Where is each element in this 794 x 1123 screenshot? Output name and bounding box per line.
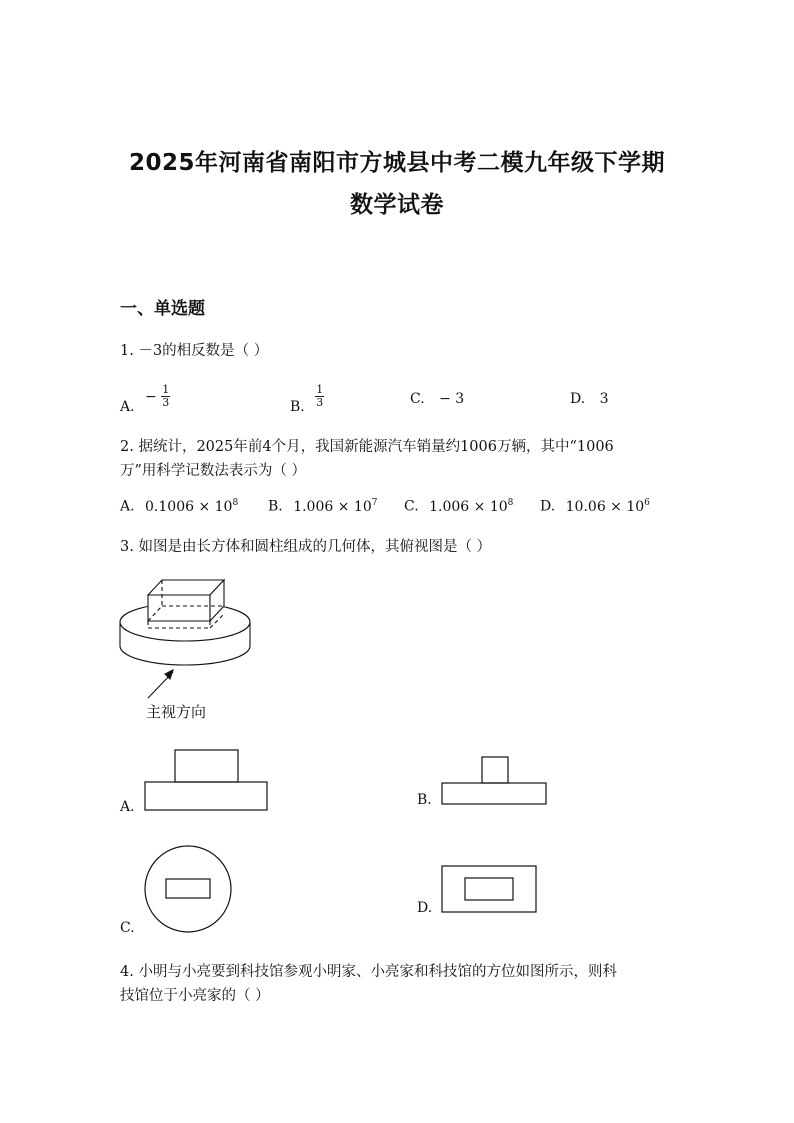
- q1-option-c: [410, 391, 464, 407]
- stem-line-1: 2. 据统计，2025年前4个月，我国新能源汽车销量约1006万辆，其中“1006: [120, 439, 614, 455]
- q2-option-b: [268, 498, 377, 515]
- option-label: D.: [570, 391, 586, 407]
- q3-option-c-label: C.: [120, 920, 135, 936]
- option-value: 1.006 × 10: [429, 498, 508, 515]
- fraction: [161, 384, 170, 409]
- minus-sign: −: [145, 388, 157, 405]
- option-value: − 3: [439, 391, 465, 407]
- option-label: B.: [290, 398, 305, 415]
- denominator: 3: [162, 396, 170, 409]
- large-rect: [145, 782, 267, 810]
- exam-title-line1: 2025年河南省南阳市方城县中考二模九年级下学期: [128, 150, 665, 176]
- numerator: 1: [162, 383, 170, 396]
- question-2-stem: [120, 435, 690, 483]
- small-rect: [175, 750, 238, 782]
- q1-option-d: [570, 391, 609, 407]
- exam-title-line2: 数学试卷: [350, 192, 444, 218]
- option-value: 10.06 × 10: [565, 498, 645, 515]
- stem-line-2: 技馆位于小亮家的（ ）: [120, 988, 270, 1004]
- exponent: 6: [644, 498, 650, 508]
- q3-option-d-label: D.: [417, 900, 433, 916]
- exponent: 7: [371, 498, 378, 508]
- cuboid-right-face: [210, 580, 224, 621]
- q3-option-c-figure: [143, 844, 233, 934]
- option-label: A.: [120, 498, 135, 515]
- q3-option-b-label: B.: [417, 792, 432, 808]
- option-value: 0.1006 × 10: [145, 498, 233, 515]
- option-label: D.: [540, 498, 556, 515]
- cuboid-front-face: [148, 595, 210, 621]
- inner-rect: [465, 878, 513, 900]
- stem-line-1: 4. 小明与小亮要到科技馆参观小明家、小亮家和科技馆的方位如图所示，则科: [120, 964, 617, 980]
- exponent: 8: [232, 498, 239, 508]
- q1-option-b: [290, 383, 324, 415]
- question-3-stem: 3. 如图是由长方体和圆柱组成的几何体，其俯视图是（ ）: [120, 539, 492, 555]
- figure-caption: 主视方向: [146, 703, 207, 721]
- arrow-head: [165, 670, 173, 679]
- inner-rect: [166, 879, 210, 898]
- section-heading-single-choice: 一、单选题: [120, 299, 205, 319]
- stem-line-2: 万”用科学记数法表示为（ ）: [120, 463, 307, 479]
- outer-circle: [145, 846, 231, 932]
- question-1-stem: 1. －3的相反数是（ ）: [120, 343, 269, 359]
- option-value: 1.006 × 10: [293, 498, 372, 515]
- q2-option-a: [120, 498, 238, 515]
- q3-option-a-figure: [143, 749, 271, 813]
- fraction: [315, 384, 324, 409]
- q3-option-a-label: A.: [120, 799, 135, 815]
- question-4-stem: [120, 960, 690, 1008]
- option-label: C.: [404, 498, 419, 515]
- small-rect: [482, 757, 508, 783]
- option-value: 3: [599, 391, 609, 407]
- q2-option-d: [540, 498, 650, 515]
- q3-solid-figure: [110, 570, 260, 730]
- large-rect: [442, 783, 546, 804]
- q1-option-a: [120, 383, 170, 415]
- q3-option-d-figure: [440, 864, 540, 916]
- numerator: 1: [316, 383, 324, 396]
- q3-option-b-figure: [440, 756, 550, 808]
- option-label: A.: [120, 398, 135, 415]
- q2-option-c: [404, 498, 513, 515]
- exponent: 8: [507, 498, 514, 508]
- outer-rect: [442, 866, 536, 912]
- denominator: 3: [316, 396, 324, 409]
- cylinder-bottom-arc: [120, 646, 250, 665]
- option-label: C.: [410, 391, 425, 407]
- option-label: B.: [268, 498, 283, 515]
